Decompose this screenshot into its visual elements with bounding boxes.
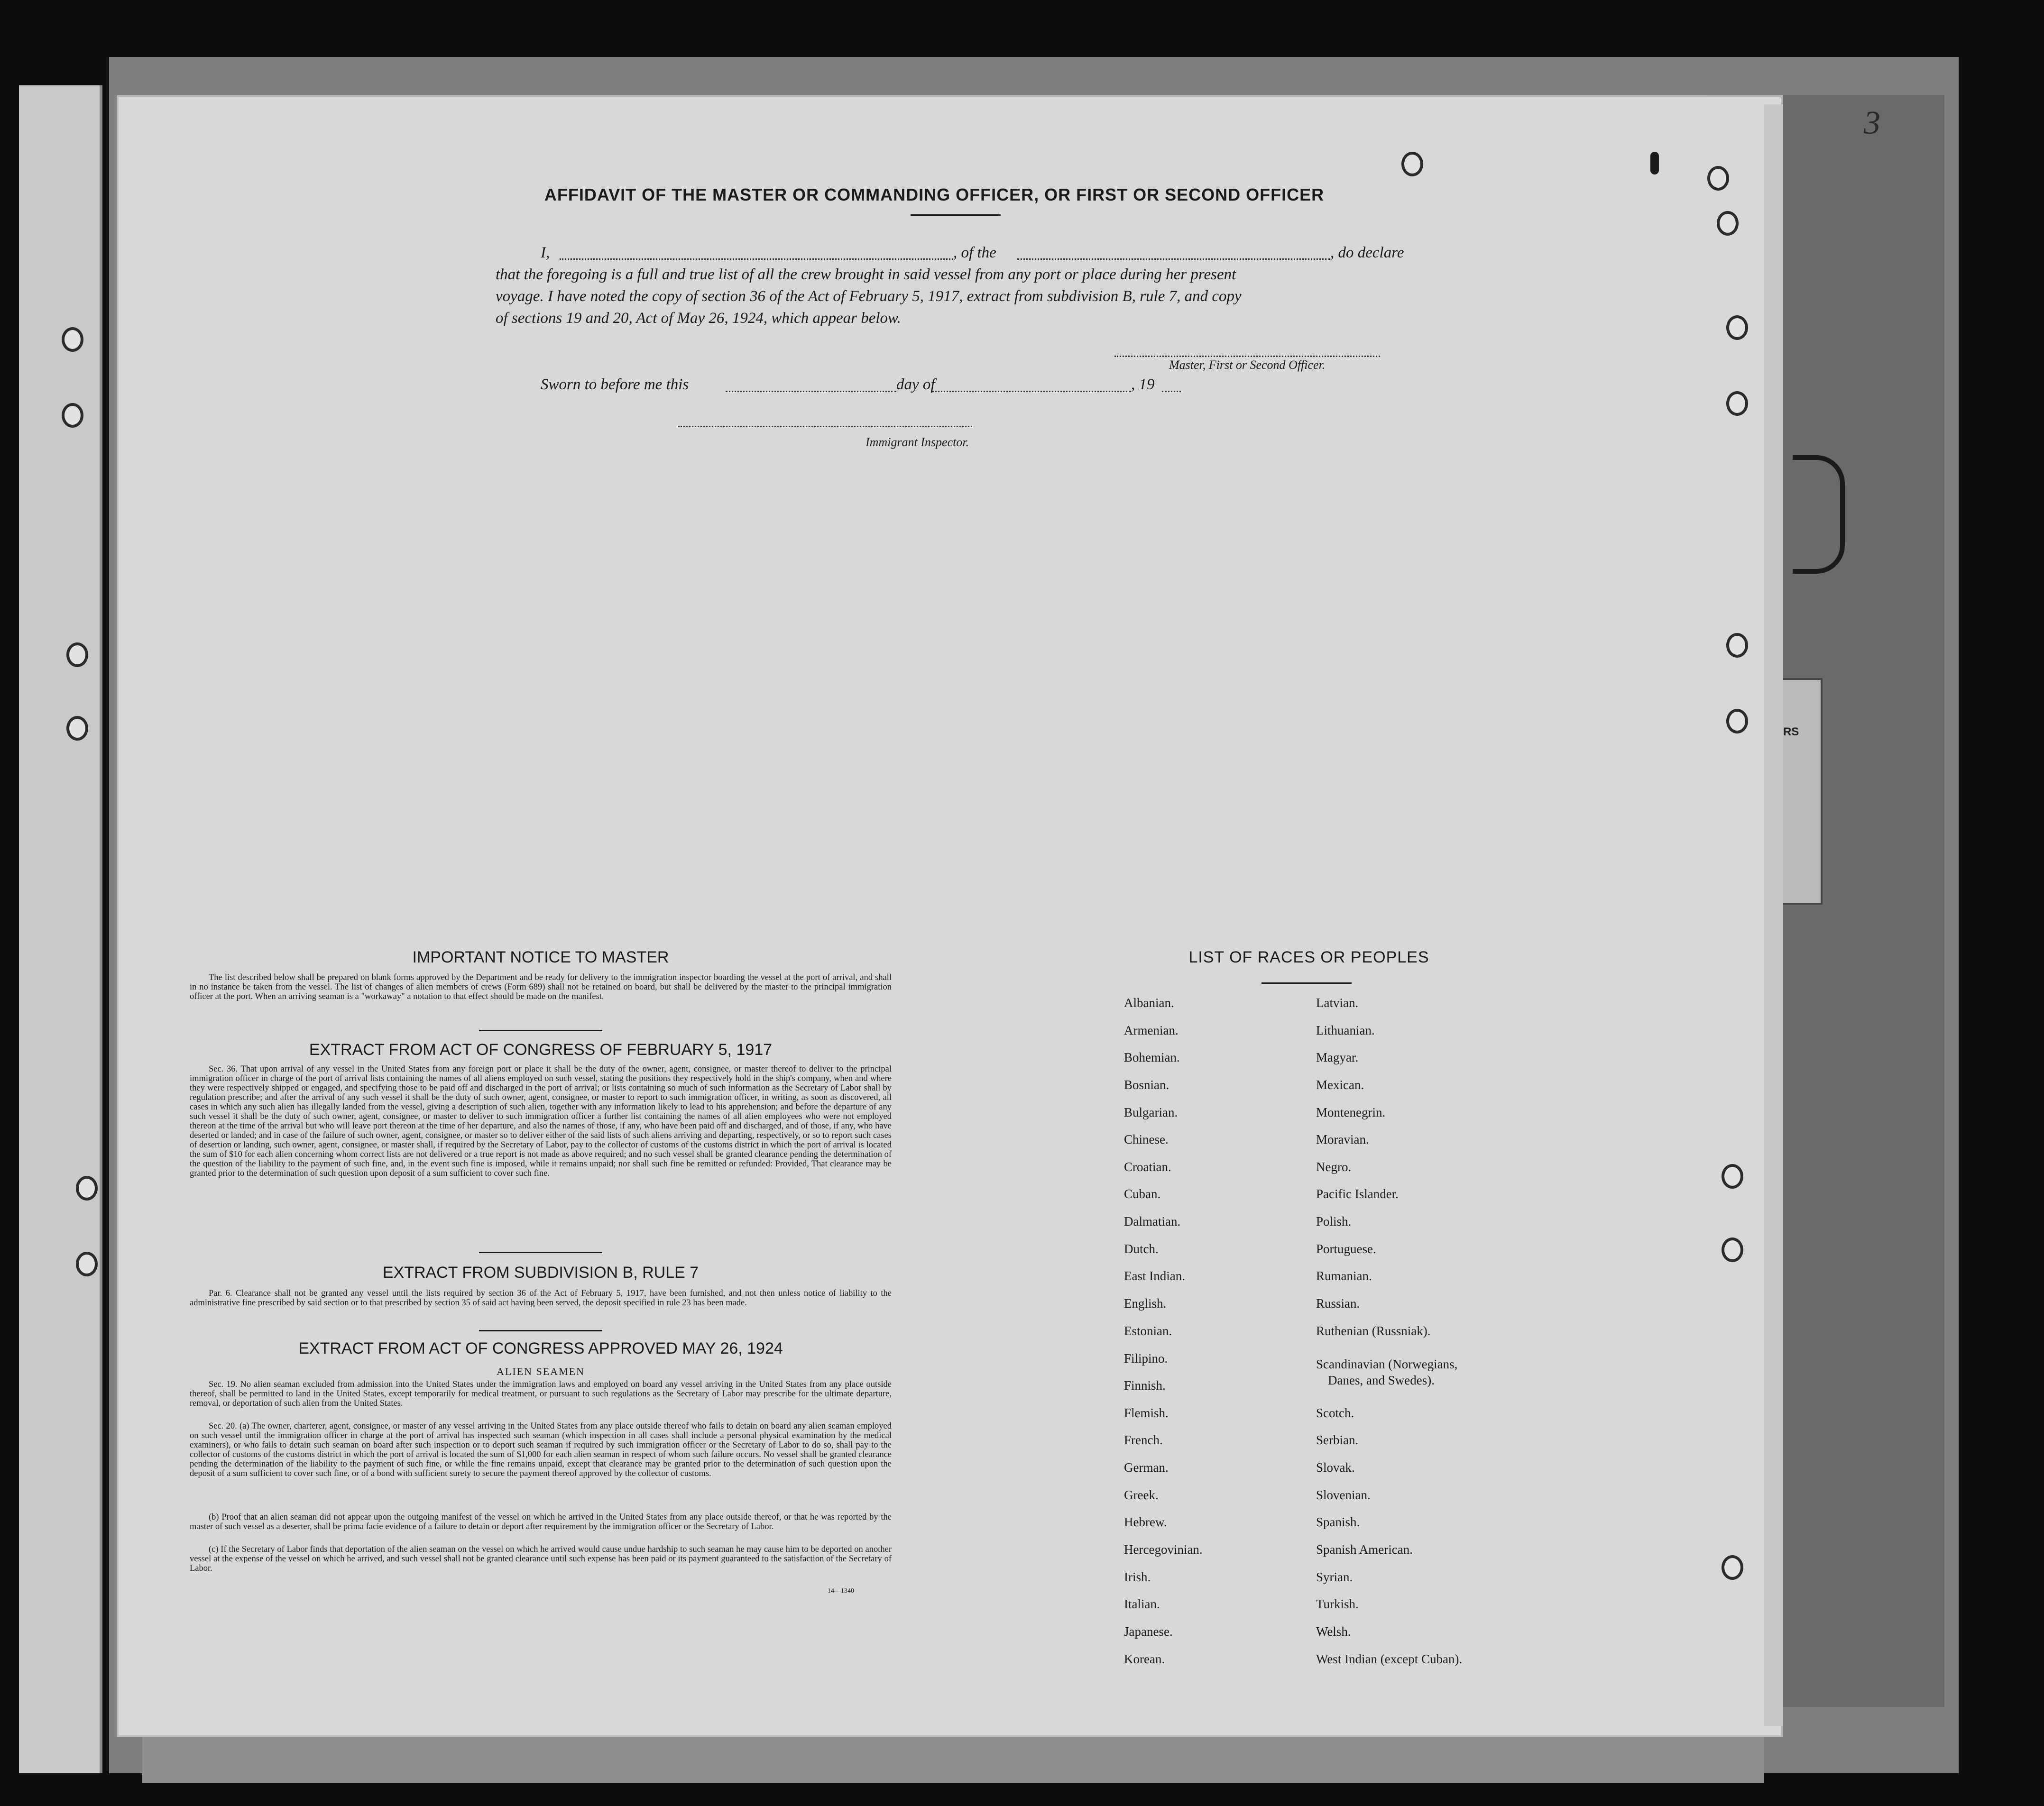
section-20a-text: Sec. 20. (a) The owner, charterer, agent, consignee, or master of any vessel arriving in the United States from any place outside thereof who fails to detain on board any alien seaman employed on such vessel until the immigration officer in charge at the port of arrival has inspected such seaman (which inspection in all cases shall include a personal physical examination by the medical examiners), or who fails to detain such seaman on board after such inspection or to deport such seaman if required by such immigration officer or the Secretary of Labor to do so, shall pay to the collector of customs of the customs district in which the port of arrival is located the sum of $1,000 for each alien seaman in respect of whom such failure occurs. No vessel shall be granted clearance pending the determination of the liability to the payment of such fine, or while the fine remains unpaid, except that clearance may be granted prior to the determination of such question upon the deposit of a sum sufficient to cover such fine, or of a bond with sufficient surety to secure the payment thereof approved by the collector of customs. bbox=[190, 1421, 892, 1478]
race-item: Danes, and Swedes). bbox=[1328, 1373, 1435, 1387]
race-item: Irish. bbox=[1124, 1570, 1151, 1584]
divider bbox=[1261, 982, 1352, 984]
punch-hole-icon bbox=[1726, 633, 1748, 658]
race-item: Ruthenian (Russniak). bbox=[1316, 1324, 1431, 1338]
race-item: Magyar. bbox=[1316, 1050, 1359, 1064]
punch-hole-icon bbox=[1722, 1555, 1743, 1580]
divider bbox=[911, 214, 1001, 216]
ink-mark bbox=[1650, 152, 1659, 174]
alien-seamen-subtitle: ALIEN SEAMEN bbox=[497, 1366, 585, 1377]
races-title: LIST OF RACES OR PEOPLES bbox=[1188, 948, 1429, 966]
race-item: Pacific Islander. bbox=[1316, 1187, 1399, 1201]
affidavit-line-4: of sections 19 and 20, Act of May 26, 1924, which appear below. bbox=[496, 310, 901, 327]
tab-text: RS bbox=[1783, 725, 1799, 738]
punch-hole-icon bbox=[1722, 1238, 1743, 1262]
race-item: Rumanian. bbox=[1316, 1269, 1372, 1283]
race-item: Dalmatian. bbox=[1124, 1214, 1181, 1228]
race-item: English. bbox=[1124, 1296, 1167, 1311]
race-item: Chinese. bbox=[1124, 1132, 1169, 1146]
master-signature-blank bbox=[1114, 356, 1380, 357]
race-item: Filipino. bbox=[1124, 1351, 1168, 1366]
sworn-day-of: day of bbox=[896, 376, 935, 393]
document-page bbox=[119, 97, 1781, 1735]
punch-hole-icon bbox=[1726, 709, 1748, 733]
punch-hole-icon bbox=[76, 1252, 98, 1276]
punch-hole-icon bbox=[62, 327, 83, 352]
punch-hole-icon bbox=[1726, 315, 1748, 340]
notice-title: IMPORTANT NOTICE TO MASTER bbox=[412, 948, 669, 966]
extract-rule7-text: Par. 6. Clearance shall not be granted any vessel until the lists required by section 36 of the Act of February 5, 1917, have been furnished, and not then unless notice of liability to the administrative fine prescribed by said section or to that prescribed by section 35 of said act having been served, the deposit specified in rule 23 has been made. bbox=[190, 1289, 892, 1308]
race-item: Turkish. bbox=[1316, 1597, 1359, 1611]
inspector-label: Immigrant Inspector. bbox=[865, 435, 969, 449]
punch-hole-icon bbox=[1707, 166, 1729, 191]
affidavit-i: I, bbox=[541, 244, 550, 261]
race-item: Moravian. bbox=[1316, 1132, 1369, 1146]
race-item: Greek. bbox=[1124, 1488, 1159, 1502]
race-item: Negro. bbox=[1316, 1160, 1352, 1174]
master-signature-label: Master, First or Second Officer. bbox=[1169, 358, 1326, 372]
extract-1924-title: EXTRACT FROM ACT OF CONGRESS APPROVED MAY 26, 1924 bbox=[298, 1339, 783, 1357]
race-item: Welsh. bbox=[1316, 1624, 1351, 1639]
affidavit-line-3: voyage. I have noted the copy of section 36 of the Act of February 5, 1917, extract from subdivision B, rule 7, and copy bbox=[496, 288, 1242, 305]
race-item: Portuguese. bbox=[1316, 1242, 1376, 1256]
punch-hole-icon bbox=[1722, 1164, 1743, 1189]
page-edge bbox=[1764, 104, 1783, 1726]
extract-1917-title: EXTRACT FROM ACT OF CONGRESS OF FEBRUARY 5, 1917 bbox=[309, 1041, 773, 1059]
sworn-prefix: Sworn to before me this bbox=[541, 376, 689, 393]
race-item: Slovenian. bbox=[1316, 1488, 1371, 1502]
punch-hole-icon bbox=[1726, 391, 1748, 416]
section-20c-text: (c) If the Secretary of Labor finds that deportation of the alien seaman on the vessel on which he arrived would cause undue hardship to such seaman he may cause him to be deported on another vessel at the expense of the vessel on which he arrived, and such vessel shall not be granted clearance until such expense has been paid or its payment guaranteed to the satisfaction of the Secretary of Labor. bbox=[190, 1545, 892, 1573]
race-item: Scandinavian (Norwegians, bbox=[1316, 1357, 1458, 1371]
notice-text: The list described below shall be prepared on blank forms approved by the Department and be ready for delivery to the immigration inspector boarding the vessel at the port of arrival, and shall in no instance be taken from the vessel. The list of changes of alien members of crews (Form 689) shall not be retained on board, but shall be delivered by the master to the principal immigration officer at the port. When an arriving seaman is a "workaway" a notation to that effect should be made on the manifest. bbox=[190, 973, 892, 1001]
affidavit-do-declare: , do declare bbox=[1330, 244, 1404, 261]
race-item: Hercegovinian. bbox=[1124, 1542, 1203, 1557]
punch-hole-icon bbox=[62, 403, 83, 428]
sworn-month-blank bbox=[932, 391, 1131, 392]
race-item: Bosnian. bbox=[1124, 1078, 1169, 1092]
race-item: Estonian. bbox=[1124, 1324, 1172, 1338]
race-item: Hebrew. bbox=[1124, 1515, 1167, 1529]
affidavit-title: AFFIDAVIT OF THE MASTER OR COMMANDING OFFICER, OR FIRST OR SECOND OFFICER bbox=[544, 185, 1325, 204]
race-item: Scotch. bbox=[1316, 1406, 1354, 1420]
race-item: Slovak. bbox=[1316, 1460, 1355, 1475]
divider bbox=[479, 1330, 602, 1331]
race-item: French. bbox=[1124, 1433, 1163, 1447]
race-item: Croatian. bbox=[1124, 1160, 1171, 1174]
race-item: Dutch. bbox=[1124, 1242, 1159, 1256]
affidavit-of-the: , of the bbox=[953, 244, 996, 261]
affidavit-line-2: that the foregoing is a full and true list of all the crew brought in said vessel from any port or place during her present bbox=[496, 266, 1236, 283]
punch-hole-icon bbox=[1717, 211, 1739, 236]
punch-hole-icon bbox=[66, 716, 88, 741]
race-item: Montenegrin. bbox=[1316, 1105, 1386, 1119]
vessel-blank bbox=[1017, 258, 1330, 260]
sworn-year: , 19 bbox=[1131, 376, 1155, 393]
race-item: Finnish. bbox=[1124, 1378, 1166, 1393]
underlying-tab bbox=[1781, 678, 1823, 905]
race-item: Spanish American. bbox=[1316, 1542, 1413, 1557]
race-item: Latvian. bbox=[1316, 996, 1359, 1010]
divider bbox=[479, 1252, 602, 1253]
race-item: Flemish. bbox=[1124, 1406, 1169, 1420]
ink-scrawl bbox=[1793, 455, 1845, 574]
race-item: Bulgarian. bbox=[1124, 1105, 1178, 1119]
race-item: Russian. bbox=[1316, 1296, 1360, 1311]
section-20b-text: (b) Proof that an alien seaman did not appear upon the outgoing manifest of the vessel on which he arrived in the United States from any place outside thereof, or that he was reported by the master of such vessel as a deserter, shall be prima facie evidence of a failure to detain or deport after requirement by the immigration officer or the Secretary of Labor. bbox=[190, 1513, 892, 1531]
section-19-text: Sec. 19. No alien seaman excluded from admission into the United States under the immigration laws and employed on board any vessel arriving in the United States from any place outside thereof, shall be permitted to land in the United States, except temporarily for medical treatment, or pursuant to such regulations as the Secretary of Labor may prescribe for the ultimate departure, removal, or deportation of such alien from the United States. bbox=[190, 1380, 892, 1408]
race-item: Lithuanian. bbox=[1316, 1023, 1375, 1037]
race-item: Bohemian. bbox=[1124, 1050, 1180, 1064]
binder-strip bbox=[19, 85, 102, 1773]
divider bbox=[479, 1030, 602, 1031]
race-item: Mexican. bbox=[1316, 1078, 1364, 1092]
race-item: German. bbox=[1124, 1460, 1169, 1475]
punch-hole-icon bbox=[66, 642, 88, 667]
race-item: Cuban. bbox=[1124, 1187, 1161, 1201]
race-item: Albanian. bbox=[1124, 996, 1174, 1010]
punch-hole-icon bbox=[1401, 152, 1423, 176]
race-item: East Indian. bbox=[1124, 1269, 1185, 1283]
race-item: Italian. bbox=[1124, 1597, 1160, 1611]
page-number: 3 bbox=[1864, 105, 1880, 141]
extract-rule7-title: EXTRACT FROM SUBDIVISION B, RULE 7 bbox=[382, 1264, 699, 1282]
sworn-year-blank bbox=[1162, 391, 1181, 392]
name-blank bbox=[560, 258, 953, 260]
race-item: West Indian (except Cuban). bbox=[1316, 1652, 1463, 1666]
race-item: Polish. bbox=[1316, 1214, 1352, 1228]
race-item: Spanish. bbox=[1316, 1515, 1360, 1529]
race-item: Syrian. bbox=[1316, 1570, 1353, 1584]
race-item: Japanese. bbox=[1124, 1624, 1173, 1639]
race-item: Armenian. bbox=[1124, 1023, 1179, 1037]
race-item: Serbian. bbox=[1316, 1433, 1359, 1447]
form-number: 14—1340 bbox=[828, 1587, 854, 1595]
punch-hole-icon bbox=[76, 1176, 98, 1201]
extract-1917-text: Sec. 36. That upon arrival of any vessel in the United States from any foreign port or place it shall be the duty of the owner, agent, consignee, or master thereof to deliver to the principal immigration officer in charge of the port of arrival lists containing the names of all aliens employed on such vessel, stating the positions they respectively hold in the ship's company, when and where they were respectively shipped or engaged, and specifying those to be paid off and discharged in the port of arrival; or lists containing so much of such information as the Secretary of Labor shall by regulation prescribe; and after the arrival of any such vessel it shall be the duty of such owner, agent, consignee, or master to report to such immigration officer, in writing, as soon as discovered, all cases in which any such alien has illegally landed from the vessel, giving a description of such alien, together with any information likely to lead to his apprehension; and before the departure of any such vessel it shall be the duty of such owner, agent, consignee, or master to deliver to such immigration officer a further list containing the names of all alien employees who were not employed thereon at the time of the arrival but who will leave port thereon at the time of her departure, and also the names of those, if any, who have been paid off and discharged, and of those, if any, who have deserted or landed; and in case of the failure of such owner, agent, consignee, or master so to deliver either of the said lists of such aliens arriving and departing, respectively, or so to report such cases of desertion or landing, such owner, agent, consignee, or master shall, if required by the Secretary of Labor, pay to the collector of customs of the customs district in which the port of arrival is located the sum of $10 for each alien concerning whom correct lists are not delivered or a true report is not made as above required; and no such vessel shall be granted clearance pending the determination of the question of the liability to the payment of such fine, and, in the event such fine is imposed, while it remains unpaid; nor shall such fine be remitted or refunded: Provided, That clearance may be granted prior to the determination of such question upon deposit of a sum sufficient to cover such fine. bbox=[190, 1064, 892, 1178]
race-item: Korean. bbox=[1124, 1652, 1165, 1666]
sworn-day-blank bbox=[726, 391, 896, 392]
inspector-signature-blank bbox=[678, 426, 972, 427]
